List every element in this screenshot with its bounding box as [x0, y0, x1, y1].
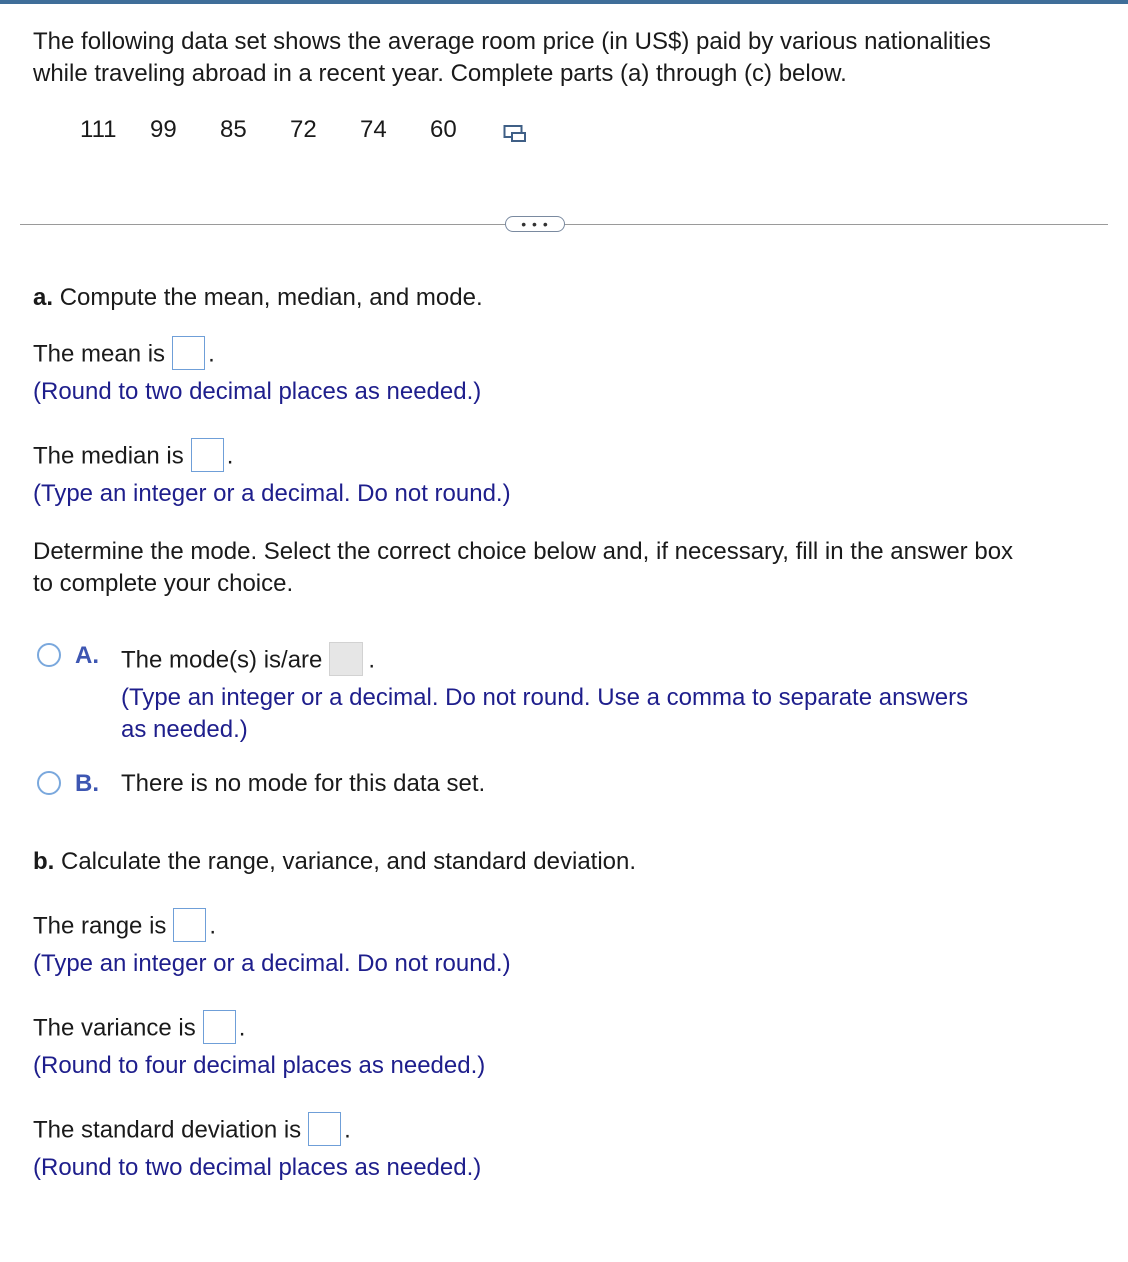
sd-prefix: The standard deviation is [33, 1116, 302, 1144]
intro-line-2: while traveling abroad in a recent year. Complete parts (a) through (c) below. [33, 60, 847, 87]
mode-instruction-line-1: Determine the mode. Select the correct choice below and, if necessary, fill in the answer box [33, 538, 1014, 565]
choice-a-radio[interactable] [37, 643, 61, 667]
median-period: . [226, 442, 234, 470]
top-accent-bar [0, 0, 1128, 4]
choice-a-hint-line-1: (Type an integer or a decimal. Do not round. Use a comma to separate answers [121, 684, 969, 711]
data-value: 60 [430, 116, 457, 143]
variance-period: . [238, 1014, 246, 1042]
intro-line-1: The following data set shows the average room price (in US$) paid by various nationalities [33, 28, 991, 55]
range-hint: (Type an integer or a decimal. Do not round.) [33, 950, 511, 977]
mean-input[interactable] [172, 336, 205, 370]
choice-a-row [121, 644, 375, 678]
variance-hint: (Round to four decimal places as needed.) [33, 1052, 486, 1079]
range-row [33, 910, 216, 944]
mode-input[interactable] [329, 642, 363, 676]
part-a-heading-text: Compute the mean, median, and mode. [59, 284, 483, 311]
choice-b-letter: B. [75, 770, 99, 797]
data-set [80, 114, 470, 146]
mean-period: . [208, 340, 215, 368]
mode-period: . [368, 646, 376, 674]
part-b-heading [33, 846, 636, 878]
choice-b-radio[interactable] [37, 771, 61, 795]
data-value: 85 [220, 116, 247, 143]
choice-b-text: There is no mode for this data set. [121, 770, 486, 797]
sd-row [33, 1114, 351, 1148]
median-input[interactable] [191, 438, 224, 472]
part-a-label: a. [33, 284, 54, 311]
data-value: 99 [150, 116, 177, 143]
mean-hint: (Round to two decimal places as needed.) [33, 378, 482, 405]
part-a-heading [33, 282, 483, 314]
copy-data-icon[interactable] [503, 122, 527, 144]
part-b-heading-text: Calculate the range, variance, and standard deviation. [61, 848, 637, 875]
mean-row [33, 338, 215, 372]
data-value: 111 [80, 116, 117, 143]
sd-hint: (Round to two decimal places as needed.) [33, 1154, 482, 1181]
variance-prefix: The variance is [33, 1014, 196, 1042]
data-value: 72 [290, 116, 317, 143]
sd-period: . [344, 1116, 351, 1144]
range-prefix: The range is [33, 912, 167, 940]
variance-input[interactable] [203, 1010, 236, 1044]
more-options-button[interactable]: • • • [505, 216, 565, 232]
part-b-label: b. [33, 848, 55, 875]
choice-a-hint-line-2: as needed.) [121, 716, 248, 743]
range-period: . [209, 912, 217, 940]
data-value: 74 [360, 116, 387, 143]
median-hint: (Type an integer or a decimal. Do not round.) [33, 480, 511, 507]
choice-a-letter: A. [75, 642, 99, 669]
choice-a-text: The mode(s) is/are [121, 646, 323, 674]
variance-row [33, 1012, 245, 1046]
sd-input[interactable] [308, 1112, 341, 1146]
mean-prefix: The mean is [33, 340, 166, 368]
median-prefix: The median is [33, 442, 184, 470]
range-input[interactable] [173, 908, 206, 942]
mode-instruction-line-2: to complete your choice. [33, 570, 294, 597]
median-row [33, 440, 233, 474]
